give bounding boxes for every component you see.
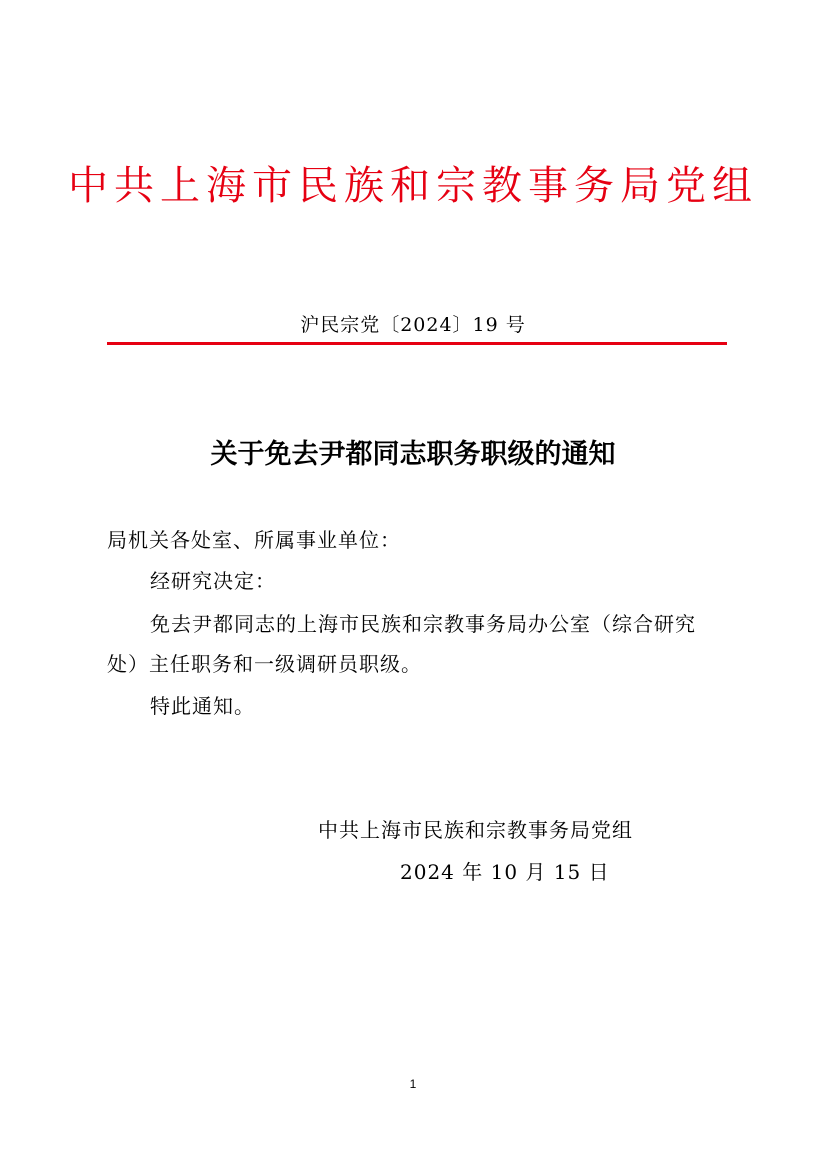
paragraph-decision: 经研究决定： (150, 569, 276, 593)
notice-title: 关于免去尹都同志职务职级的通知 (210, 439, 616, 470)
paragraph-removal-line1: 免去尹都同志的上海市民族和宗教事务局办公室（综合研究 (150, 612, 696, 636)
signature-organization: 中共上海市民族和宗教事务局党组 (318, 818, 633, 842)
signature-date: 2024 年 10 月 15 日 (400, 860, 610, 884)
paragraph-removal-line2: 处）主任职务和一级调研员职级。 (107, 652, 422, 676)
addressee: 局机关各处室、所属事业单位： (107, 528, 401, 552)
paragraph-closing: 特此通知。 (150, 694, 255, 718)
document-number: 沪民宗党〔2024〕19 号 (300, 314, 526, 336)
masthead-title: 中共上海市民族和宗教事务局党组 (68, 163, 758, 209)
red-separator-line (107, 342, 727, 345)
page-number: 1 (409, 1077, 417, 1091)
